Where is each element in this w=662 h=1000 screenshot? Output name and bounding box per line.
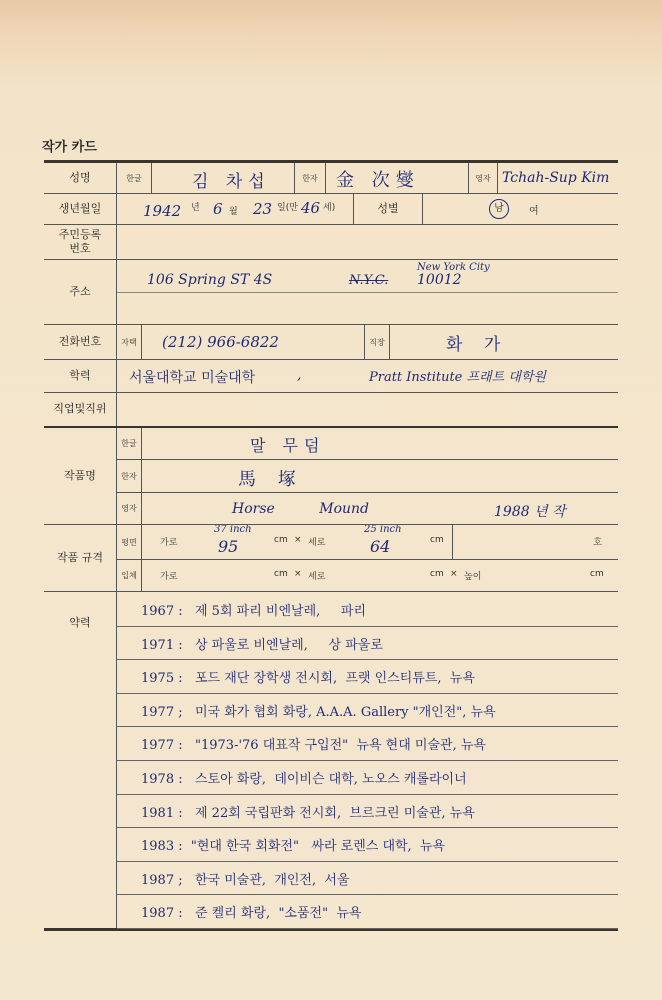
work-flat-label: 평면 — [117, 525, 142, 559]
work-english-value: Horse Mound — [232, 501, 370, 517]
address-city-insert: New York City — [417, 262, 490, 273]
history-entry-text: 1977 : "1973-'76 대표작 구입전" 뉴욕 현대 미술관, 뉴욕 — [141, 738, 486, 754]
artist-card — [44, 160, 618, 931]
address-zip: 10012 — [417, 272, 462, 288]
birth-year-unit: 년 — [191, 203, 200, 213]
education-label: 학력 — [44, 360, 117, 392]
work-title-korean-line — [117, 428, 618, 460]
work-size-flat-line — [117, 525, 618, 560]
flat-width-unit: cm — [274, 535, 288, 545]
work-flat-field[interactable] — [142, 525, 453, 559]
work-title-hanja-line — [117, 460, 618, 493]
name-row — [44, 163, 618, 194]
history-entry-text: 1971 : 상 파울로 비엔날레, 상 파울로 — [141, 637, 383, 653]
work-size-row — [44, 525, 618, 592]
card-title: 작가 카드 — [42, 140, 97, 155]
phone-home-value: (212) 966-6822 — [162, 333, 279, 351]
birth-day: 23 — [253, 200, 273, 218]
education-separator: , — [297, 367, 302, 383]
name-korean-label: 한글 — [117, 163, 152, 193]
solid-height-unit: cm — [430, 569, 444, 579]
name-label: 성명 — [44, 163, 117, 193]
work-solid-field[interactable] — [142, 560, 618, 591]
birth-row — [44, 194, 618, 225]
flat-times: × — [294, 535, 302, 545]
phone-job-label: 직장 — [365, 325, 390, 359]
work-korean-value: 말 무덤 — [250, 436, 326, 455]
history-entry-text: 1977 ; 미국 화가 협회 화랑, A.A.A. Gallery "개인전", 뉴욕 — [141, 704, 496, 720]
address-divider — [117, 292, 618, 293]
education-field[interactable] — [117, 360, 618, 392]
work-korean-label: 한글 — [117, 428, 142, 459]
address-label: 주소 — [44, 260, 117, 324]
history-entry[interactable] — [117, 726, 618, 761]
sex-female: 여 — [529, 206, 539, 217]
history-entry-text: 1978 : 스토아 화랑, 데이비슨 대학, 노오스 캐롤라이너 — [141, 772, 467, 787]
name-hanja-label: 한자 — [295, 163, 326, 193]
history-row — [44, 592, 618, 928]
name-korean-value: 김 차섭 — [192, 172, 271, 192]
birth-age-unit: 세) — [323, 203, 336, 213]
name-english-label: 영자 — [469, 163, 498, 193]
history-entry-text: 1967 : 제 5회 파리 비엔날레, 파리 — [141, 604, 367, 619]
work-hanja-value: 馬 塚 — [238, 469, 304, 490]
work-english-label: 영자 — [117, 493, 142, 524]
sex-male-circled: 남 — [489, 199, 509, 219]
id-field[interactable] — [117, 225, 618, 259]
address-field[interactable] — [117, 260, 618, 324]
solid-height-label: 세로 — [308, 572, 326, 582]
history-entry[interactable] — [117, 626, 618, 661]
birth-month: 6 — [213, 200, 223, 218]
work-title-row — [44, 428, 618, 525]
flat-height-inch: 25 inch — [364, 525, 402, 535]
work-year: 1988 년 작 — [494, 504, 566, 520]
work-title-english-line — [117, 493, 618, 524]
history-entry-text: 1987 : 준 켈리 화랑, "소품전" 뉴욕 — [141, 906, 362, 922]
history-entry-text: 1983 : "현대 한국 회화전" 싸라 로렌스 대학, 뉴욕 — [141, 839, 446, 855]
history-entry[interactable] — [117, 693, 618, 728]
history-entry[interactable] — [117, 861, 618, 896]
flat-width-label: 가로 — [160, 538, 178, 548]
history-entry-text: 1981 : 제 22회 국립판화 전시회, 브르크린 미술관, 뉴욕 — [141, 805, 475, 821]
address-value: 106 Spring ST 4S — [147, 272, 273, 288]
work-title-fields — [117, 428, 618, 524]
work-title-label: 작품명 — [44, 428, 117, 524]
birth-field[interactable] — [117, 194, 354, 224]
work-size-label: 작품 규격 — [44, 525, 117, 591]
flat-width-inch: 37 inch — [214, 525, 252, 535]
history-entry-text: 1987 ; 한국 미술관, 개인전, 서울 — [141, 872, 350, 888]
history-entry[interactable] — [117, 794, 618, 829]
phone-label: 전화번호 — [44, 325, 117, 359]
education-value2: Pratt Institute 프래트 대학원 — [369, 370, 546, 385]
work-solid-label: 입체 — [117, 560, 142, 591]
phone-home-label: 자택 — [117, 325, 142, 359]
history-entry[interactable] — [117, 827, 618, 862]
solid-depth-label: 높이 — [464, 572, 482, 582]
address-row — [44, 260, 618, 325]
education-value1: 서울대학교 미술대학 — [129, 370, 256, 386]
id-label: 주민등록 번호 — [44, 225, 117, 259]
birth-month-unit: 월 — [229, 207, 238, 217]
phone-job-value: 화 가 — [446, 335, 509, 355]
birth-age: 46 — [301, 199, 321, 217]
name-hanja-field[interactable] — [326, 163, 469, 193]
history-entry[interactable] — [117, 894, 618, 929]
flat-height-label: 세로 — [308, 538, 326, 548]
solid-times-2: × — [450, 569, 458, 579]
work-hanja-label: 한자 — [117, 460, 142, 492]
sex-field[interactable] — [423, 194, 618, 224]
history-entry[interactable] — [117, 659, 618, 694]
name-hanja-value: 金 次燮 — [336, 170, 420, 191]
education-row — [44, 360, 618, 393]
id-row — [44, 225, 618, 260]
work-english-field[interactable] — [142, 493, 618, 524]
flat-height-value: 64 — [370, 537, 391, 556]
phone-home-field[interactable] — [142, 325, 365, 359]
flat-width-value: 95 — [218, 537, 239, 556]
history-entry[interactable] — [117, 592, 618, 627]
solid-depth-unit: cm — [590, 569, 604, 579]
history-list — [117, 592, 618, 928]
solid-times-1: × — [294, 569, 302, 579]
phone-row — [44, 325, 618, 360]
occupation-label: 직업및직위 — [44, 393, 117, 426]
occupation-field[interactable] — [117, 393, 618, 426]
name-english-field[interactable] — [498, 163, 618, 193]
birth-year: 1942 — [143, 202, 182, 220]
name-english-value: Tchah-Sup Kim — [502, 170, 610, 186]
birth-label: 생년월일 — [44, 194, 117, 224]
birth-day-unit: 일(만 — [277, 203, 298, 213]
work-hanja-field[interactable] — [142, 460, 618, 492]
work-size-fields — [117, 525, 618, 591]
solid-width-label: 가로 — [160, 572, 178, 582]
occupation-row — [44, 393, 618, 428]
work-ho-field[interactable] — [453, 525, 618, 559]
sex-label: 성별 — [354, 194, 423, 224]
history-entry-text: 1975 : 포드 재단 장학생 전시회, 프랫 인스티튜트, 뉴욕 — [141, 671, 475, 687]
flat-height-unit: cm — [430, 535, 444, 545]
name-korean-field[interactable] — [152, 163, 295, 193]
work-size-solid-line — [117, 560, 618, 591]
work-korean-field[interactable] — [142, 428, 618, 459]
address-struck: N.Y.C. — [349, 273, 389, 288]
phone-job-field[interactable] — [390, 325, 618, 359]
flat-ho: 호 — [593, 538, 602, 548]
history-label: 약력 — [44, 592, 117, 928]
solid-width-unit: cm — [274, 569, 288, 579]
history-entry[interactable] — [117, 760, 618, 795]
